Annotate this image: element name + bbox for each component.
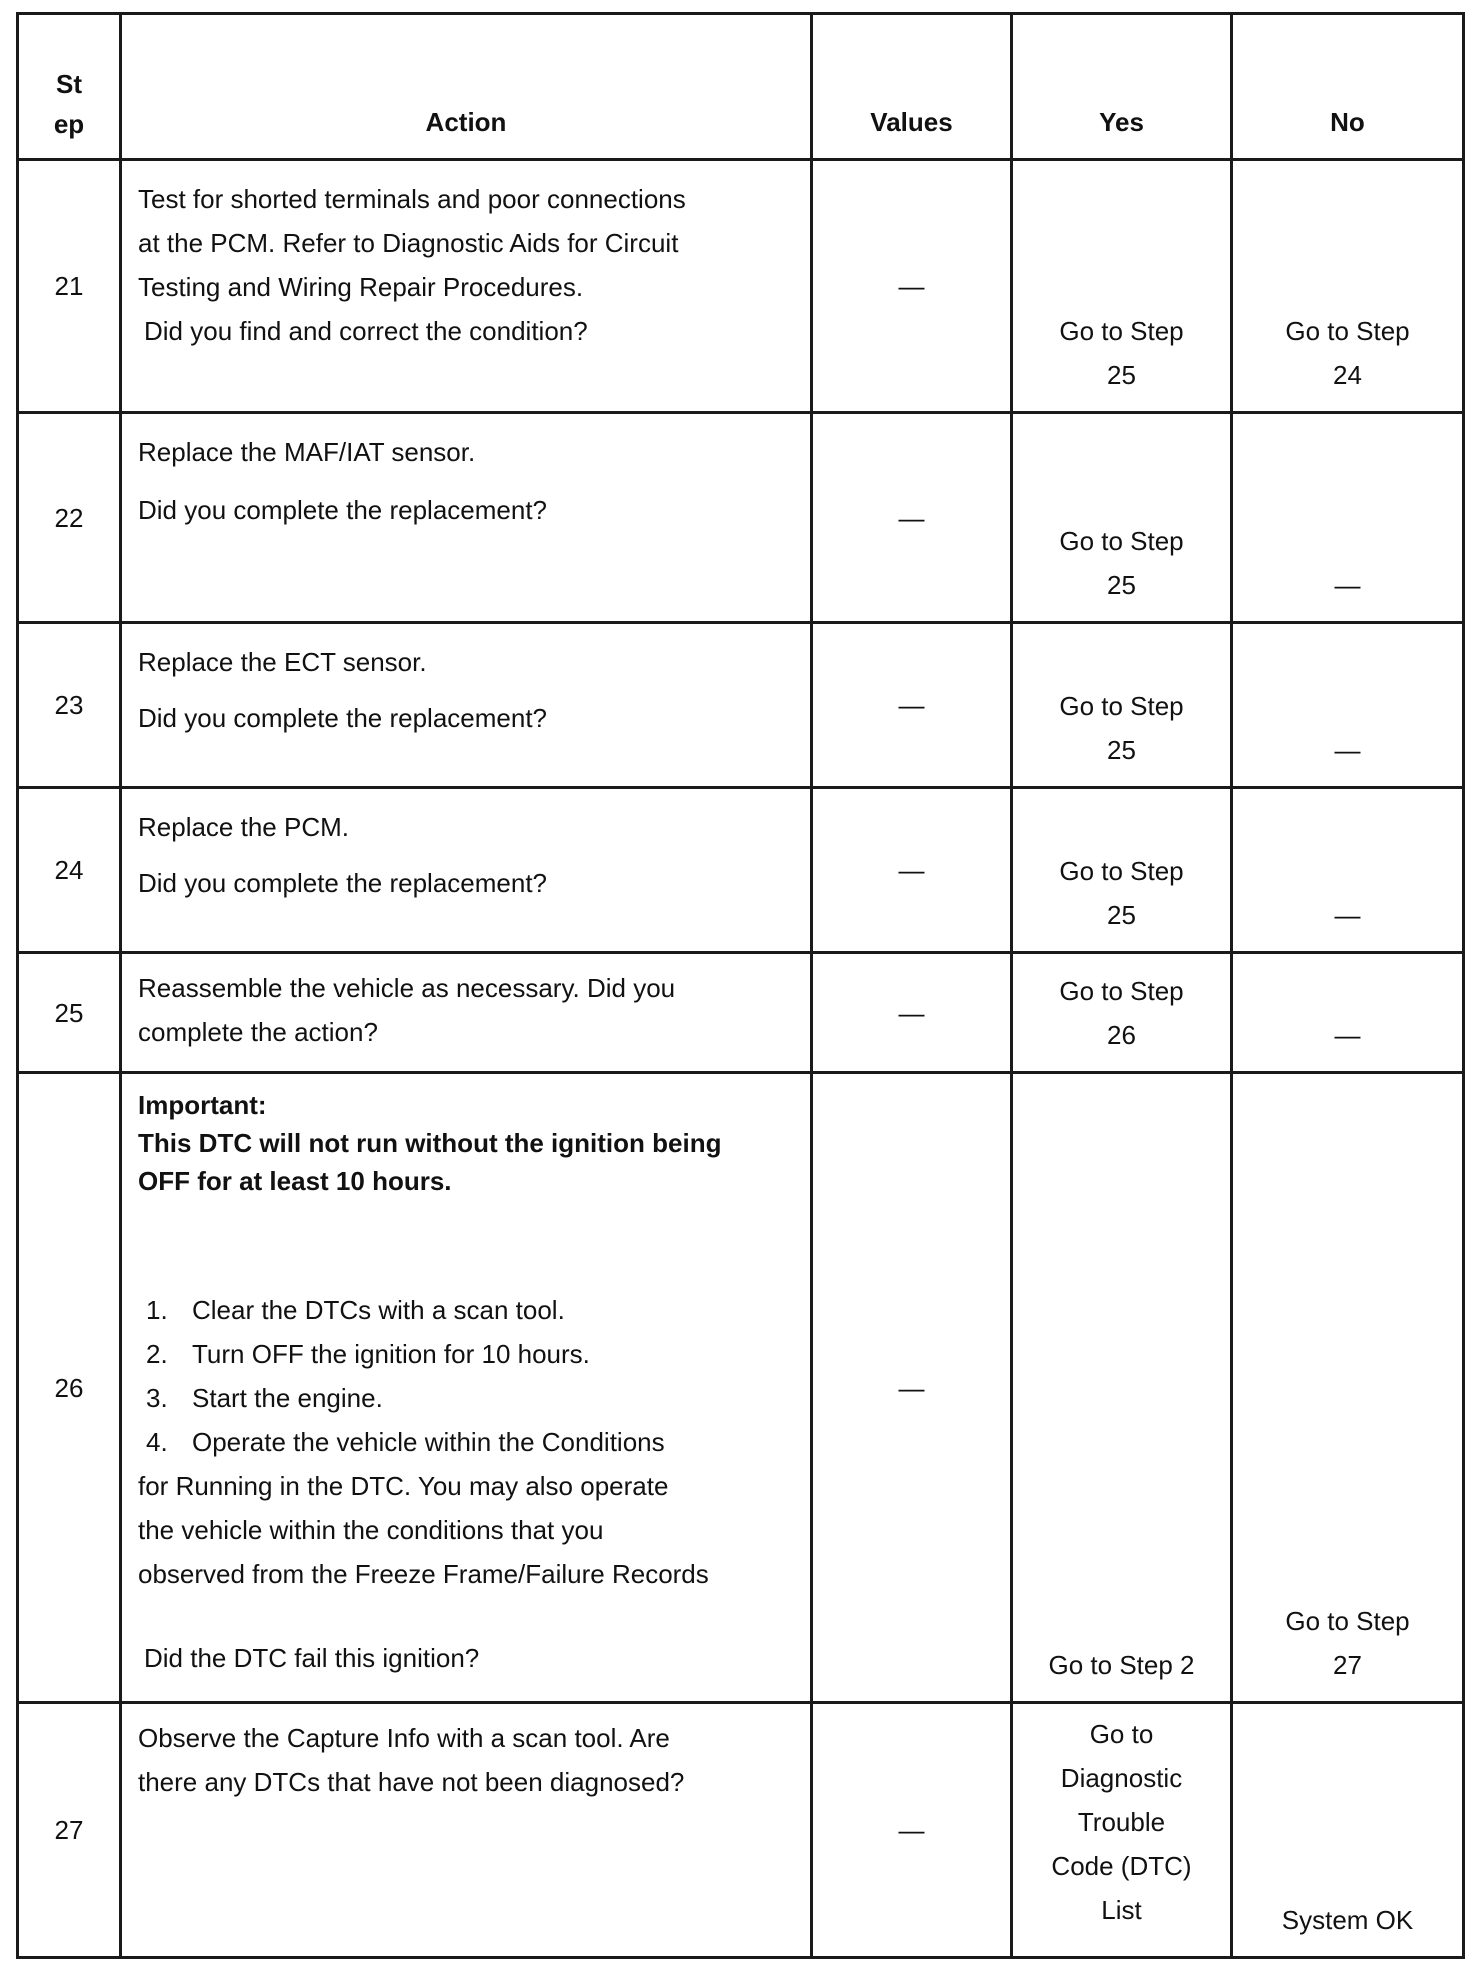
yes-cell: Go to Step 25	[1012, 788, 1232, 953]
yes-cell: Go to Step 25	[1012, 413, 1232, 623]
action-cell: Reassemble the vehicle as necessary. Did you complete the action?	[121, 953, 812, 1073]
step-number: 21	[18, 160, 121, 413]
table-row	[18, 953, 1464, 1073]
question: Did you complete the replacement?	[138, 868, 548, 898]
action-cell: Replace the PCM. Did you complete the replacement?	[121, 788, 812, 953]
no-cell: —	[1232, 788, 1464, 953]
table-row	[18, 413, 1464, 623]
list-item: 4. Operate the vehicle within the Conditions	[146, 1427, 665, 1457]
header-values: Values	[812, 14, 1012, 160]
header-yes: Yes	[1012, 14, 1232, 160]
yes-cell: Go to Step 2	[1012, 1073, 1232, 1703]
important-text: OFF for at least 10 hours.	[138, 1166, 452, 1196]
action-cell: Observe the Capture Info with a scan tool. Are there any DTCs that have not been diagnosed?	[121, 1703, 812, 1958]
yes-cell: Go to Step 26	[1012, 953, 1232, 1073]
question: Did the DTC fail this ignition?	[144, 1643, 480, 1673]
header-step: St ep	[18, 14, 121, 160]
no-cell: —	[1232, 953, 1464, 1073]
important-text: This DTC will not run without the ignition being	[138, 1128, 722, 1158]
no-cell: —	[1232, 623, 1464, 788]
values-cell: —	[812, 623, 1012, 788]
action-cell: Test for shorted terminals and poor connections at the PCM. Refer to Diagnostic Aids for Circuit Testing and Wiring Repair Procedures. Did you find and correct the condition?	[121, 160, 812, 413]
table-row	[18, 1703, 1464, 1958]
question: Did you find and correct the condition?	[144, 316, 588, 346]
list-item: 2. Turn OFF the ignition for 10 hours.	[146, 1339, 590, 1369]
action-cell: Replace the ECT sensor. Did you complete the replacement?	[121, 623, 812, 788]
diagnostic-table	[16, 12, 1465, 1959]
table-row	[18, 1073, 1464, 1703]
important-label: Important:	[138, 1090, 267, 1120]
yes-cell: Go to Diagnostic Trouble Code (DTC) List	[1012, 1703, 1232, 1958]
step-number: 24	[18, 788, 121, 953]
values-cell: —	[812, 788, 1012, 953]
step-number: 23	[18, 623, 121, 788]
step-number: 22	[18, 413, 121, 623]
action-cell: Important: This DTC will not run without the ignition being OFF for at least 10 hours. 1. Clear the DTCs with a scan tool. 2. Turn OFF the ignition for 10 hours. 3. Start the engine. 4. Operate the vehicle within the Conditions for Running in the DTC. You may also operate the vehicle within the conditions that you observed from the Freeze Frame/Failure Records Did the DTC fail this ignition?	[121, 1073, 812, 1703]
step-number: 26	[18, 1073, 121, 1703]
question: Did you complete the replacement?	[138, 703, 548, 733]
no-cell: Go to Step 27	[1232, 1073, 1464, 1703]
no-cell: —	[1232, 413, 1464, 623]
values-cell: —	[812, 160, 1012, 413]
no-cell: Go to Step 24	[1232, 160, 1464, 413]
header-action: Action	[121, 14, 812, 160]
values-cell: —	[812, 953, 1012, 1073]
action-cell: Replace the MAF/IAT sensor. Did you complete the replacement?	[121, 413, 812, 623]
values-cell: —	[812, 1703, 1012, 1958]
values-cell: —	[812, 413, 1012, 623]
yes-cell: Go to Step 25	[1012, 160, 1232, 413]
table-row	[18, 788, 1464, 953]
no-cell: System OK	[1232, 1703, 1464, 1958]
list-item: 3. Start the engine.	[146, 1383, 383, 1413]
step-number: 25	[18, 953, 121, 1073]
header-row	[18, 14, 1464, 160]
values-cell: —	[812, 1073, 1012, 1703]
list-item: 1. Clear the DTCs with a scan tool.	[146, 1295, 565, 1325]
header-no: No	[1232, 14, 1464, 160]
yes-cell: Go to Step 25	[1012, 623, 1232, 788]
step-number: 27	[18, 1703, 121, 1958]
question: Did you complete the replacement?	[138, 495, 548, 525]
table-row	[18, 160, 1464, 413]
table-row	[18, 623, 1464, 788]
